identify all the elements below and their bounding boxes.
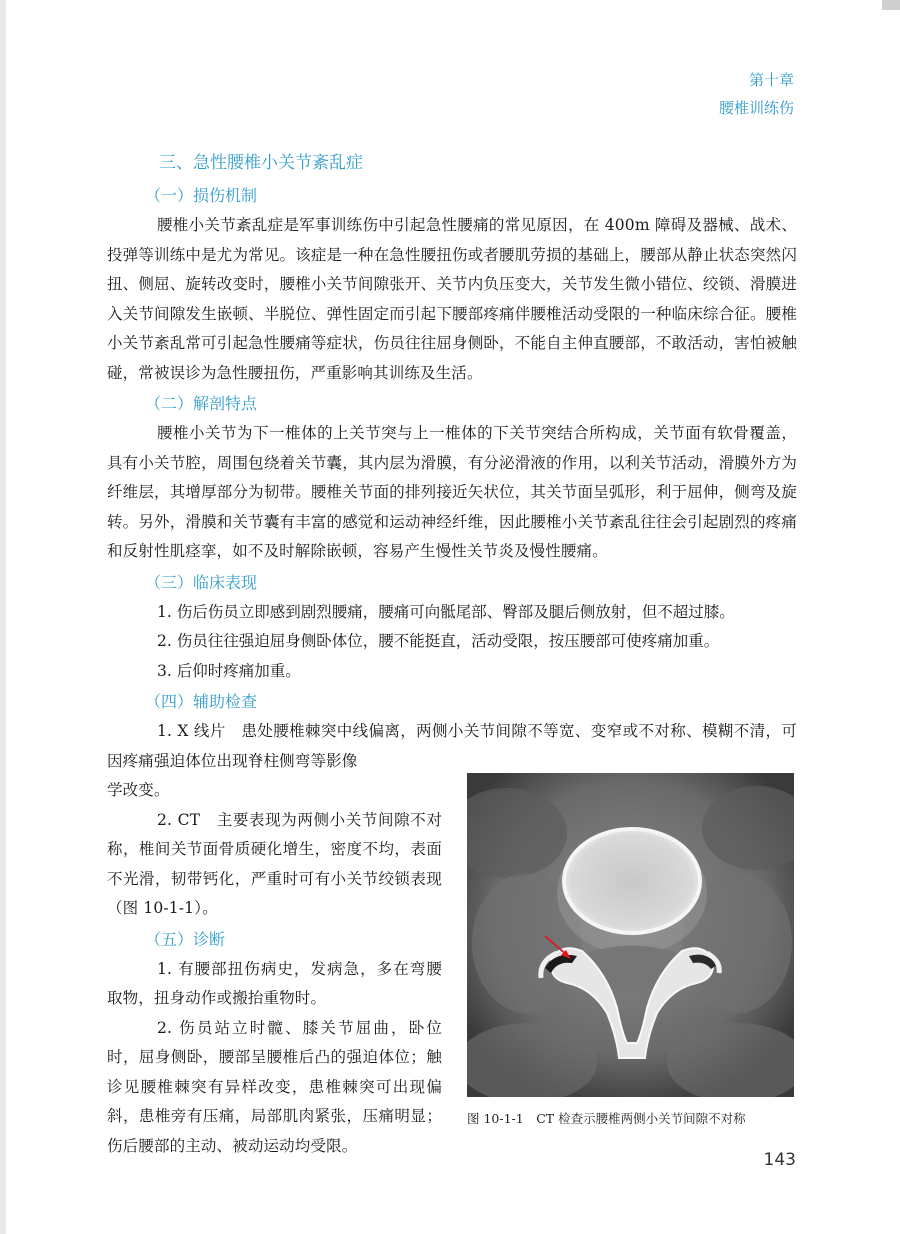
page-edge [0, 0, 6, 1234]
chapter-number: 第十章 [748, 71, 794, 89]
list-item: 1. 伤后伤员立即感到剧烈腰痛，腰痛可向骶尾部、臀部及腿后侧放射，但不超过膝。 [157, 602, 735, 621]
chapter-title: 腰椎训练伤 [718, 99, 794, 117]
list-item-continuation: 学改变。 [107, 781, 170, 799]
page-number: 143 [763, 1150, 796, 1170]
subsection-title: （一）损伤机制 [145, 186, 258, 205]
wrapped-text-column [107, 776, 442, 1161]
subsection-title: （五）诊断 [145, 929, 226, 949]
section-title: 三、急性腰椎小关节紊乱症 [159, 153, 363, 173]
ct-scan-image [467, 773, 794, 1097]
figure-caption: 图 10-1-1 CT 检查示腰椎两侧小关节间隙不对称 [467, 1111, 746, 1126]
subsection-title: （四）辅助检查 [145, 692, 258, 711]
subsection-title: （三）临床表现 [145, 572, 258, 592]
list-item: 2. CT 主要表现为两侧小关节间隙不对称，椎间关节面骨质硬化增生，密度不均，表面不光滑，韧带钙化，严重时可有小关节绞锁表现（图 10-1-1）。 [107, 810, 442, 917]
paragraph: 腰椎小关节为下一椎体的上关节突与上一椎体的下关节突结合所构成，关节面有软骨覆盖，具有小关节腔，周围包绕着关节囊，其内层为滑膜，有分泌滑液的作用，以利关节活动，滑膜外方为纤维层，其增厚部分为韧带。腰椎关节面的排列接近矢状位，其关节面呈弧形，利于屈伸，侧弯及旋转。另外，滑膜和关节囊有丰富的感觉和运动神经纤维，因此腰椎小关节紊乱往往会引起剧烈的疼痛和反射性肌痉挛，如不及时解除嵌顿，容易产生慢性关节炎及慢性腰痛。 [107, 424, 797, 560]
list-item: 1. 有腰部扭伤病史，发病急，多在弯腰取物，扭身动作或搬抬重物时。 [107, 959, 442, 1007]
list-item: 2. 伤员站立时髋、膝关节屈曲，卧位时，屈身侧卧，腰部呈腰椎后凸的强迫体位；触诊见腰椎棘突有异样改变，患椎棘突可出现偏斜，患椎旁有压痛，局部肌肉紧张，压痛明显；伤后腰部的主动、被动运动均受限。 [107, 1018, 442, 1155]
list-item: 2. 伤员往往强迫屈身侧卧体位，腰不能挺直，活动受限，按压腰部可使疼痛加重。 [157, 632, 720, 650]
running-head [719, 66, 794, 122]
figure [467, 773, 794, 1127]
list-item: 3. 后仰时疼痛加重。 [157, 661, 301, 680]
list-item: 1. X 线片 患处腰椎棘突中线偏离，两侧小关节间隙不等宽、变窄或不对称、模糊不清，可因疼痛强迫体位出现脊柱侧弯等影像 [107, 722, 797, 770]
subsection-title: （二）解剖特点 [145, 394, 258, 413]
corner-mark [882, 0, 900, 10]
paragraph: 腰椎小关节紊乱症是军事训练伤中引起急性腰痛的常见原因，在 400m 障碍及器械、战术、投弹等训练中是尤为常见。该症是一种在急性腰扭伤或者腰肌劳损的基础上，腰部从静止状态突然闪扭、侧屈、旋转改变时，腰椎小关节间隙张开、关节内负压变大，关节发生微小错位、绞锁、滑膜进入关节间隙发生嵌顿、半脱位、弹性固定而引起下腰部疼痛伴腰椎活动受限的一种临床综合征。腰椎小关节紊乱常可引起急性腰痛等症状，伤员往往屈身侧卧，不能自主伸直腰部，不敢活动，害怕被触碰，常被误诊为急性腰扭伤，严重影响其训练及生活。 [107, 216, 797, 382]
